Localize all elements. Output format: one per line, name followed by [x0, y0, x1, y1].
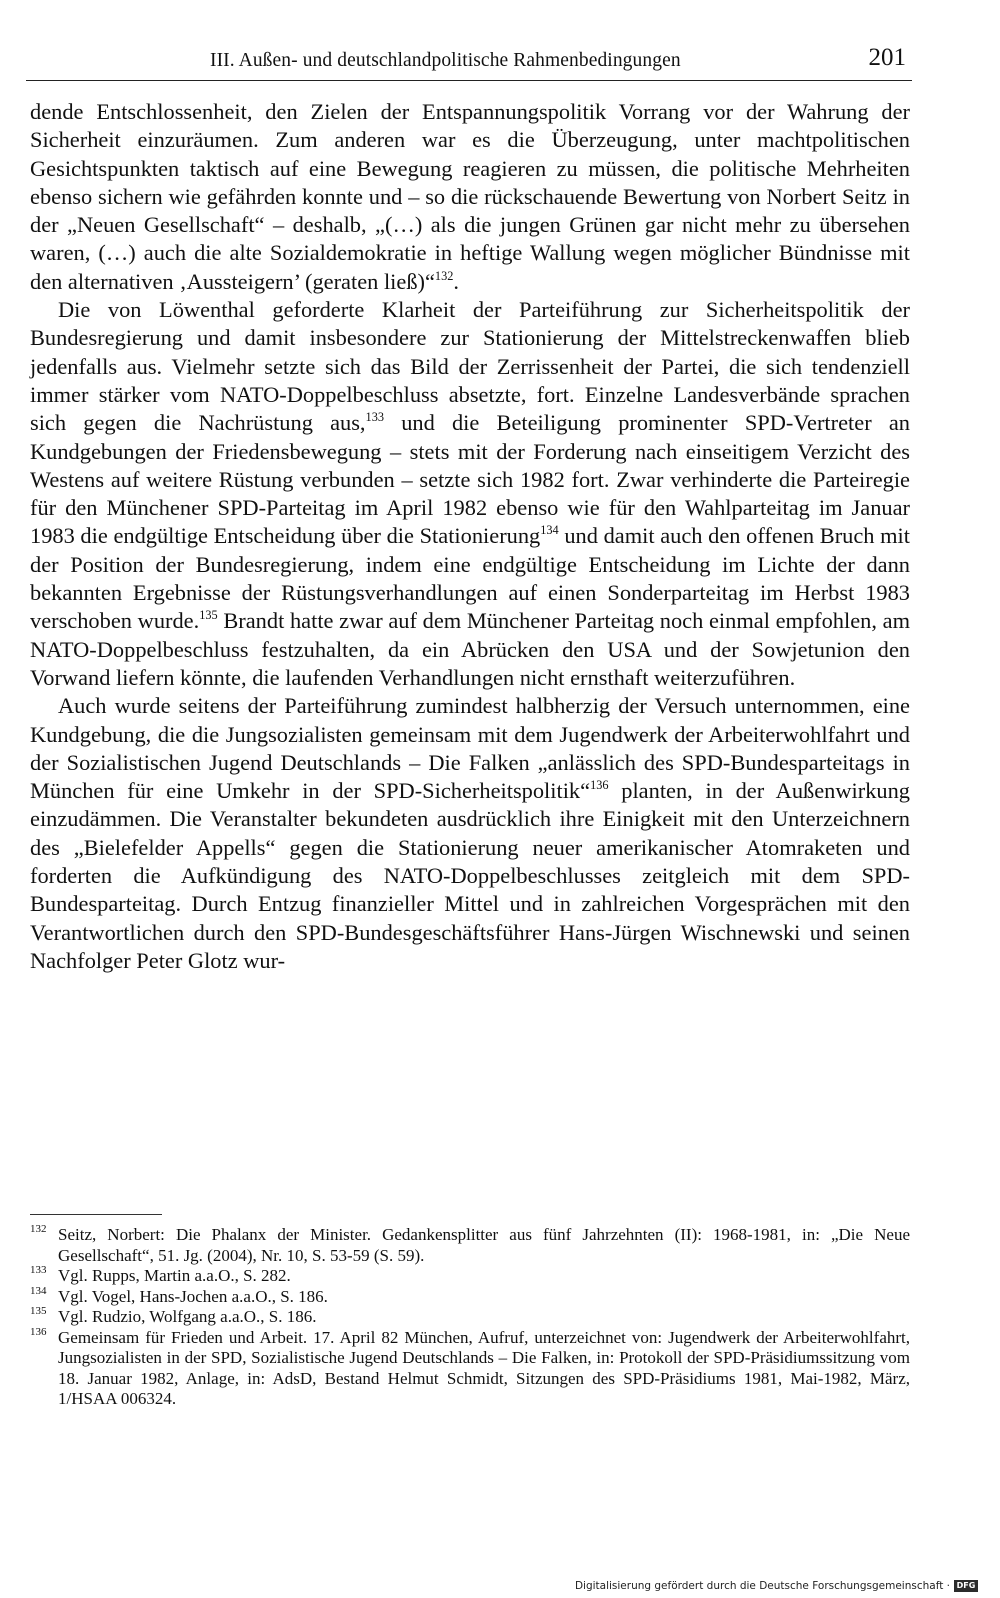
footnote-number: 135 — [30, 1305, 47, 1317]
paragraph-3-text-b: planten, in der Außenwirkung einzudämmen. Die Veranstalter bekundeten ausdrücklich ihre Einigkeit mit den Unterzeichnern des „Bielefelder Appells“ gegen die Stationierung neuer amerikanischer Atomraketen und forderten die Aufkündigung des NATO-Doppelbeschlusses zeitgleich mit dem SPD-Bundesparteitag. Durch Entzug finanzieller Mittel und in zahlreichen Vorgesprächen mit den Verantwortlichen durch den SPD-Bundesgeschäftsführer Hans-Jürgen Wischnewski und seinen Nachfolger Peter Glotz wur- — [30, 778, 911, 973]
credit-text: Digitalisierung gefördert durch die Deutsche Forschungsgemeinschaft · — [574, 1580, 950, 1592]
footnote-133 — [30, 1266, 910, 1287]
paragraph-1 — [30, 98, 910, 296]
footnote-ref-132: 132 — [434, 268, 454, 283]
footnote-text: Gemeinsam für Frieden und Arbeit. 17. April 82 München, Aufruf, unterzeichnet von: Jugendwerk der Arbeiterwohlfahrt, Jungsozialisten in der SPD, Sozialistische Jugend Deutschlands – Die Falken, in: Protokoll der SPD-Präsidiumssitzung vom 18. Januar 1982, Anlage, in: AdsD, Bestand Helmut Schmidt, Sitzungen des SPD-Präsidiums 1981, Mai-1982, März, 1/HSAA 006324. — [58, 1327, 910, 1408]
footnotes — [30, 1225, 910, 1410]
footnote-ref-133: 133 — [365, 410, 384, 425]
paragraph-1-text: dende Entschlossenheit, den Zielen der Entspannungspolitik Vorrang vor der Wahrung der Sicherheit einzuräumen. Zum anderen war es die Überzeugung, unter machtpolitischen Gesichtspunkten taktisch auf eine Bewegung reagieren zu müssen, die politische Mehrheiten ebenso sichern wie gefährden konnte und – so die rückschauende Bewertung von Norbert Seitz in der „Neuen Gesellschaft“ – deshalb, „(…) als die jungen Grünen gar nicht mehr zu übersehen waren, (…) auch die alte Sozialdemokratie in heftige Wallung wegen möglicher Bündnisse mit den alternativen ‚Aussteigern’ (geraten ließ)“ — [30, 99, 910, 294]
paragraph-3 — [30, 692, 910, 975]
page-number: 201 — [868, 44, 906, 71]
footnote-text: Vgl. Rudzio, Wolfgang a.a.O., S. 186. — [58, 1307, 317, 1326]
footnote-ref-134: 134 — [540, 523, 559, 538]
footnote-text: Vgl. Vogel, Hans-Jochen a.a.O., S. 186. — [58, 1286, 328, 1306]
footnote-132 — [30, 1225, 910, 1266]
footnote-number: 136 — [30, 1325, 47, 1338]
digitization-credit — [575, 1580, 978, 1592]
running-title: III. Außen- und deutschlandpolitische Rahmenbedingungen — [210, 50, 681, 71]
footnote-ref-136: 136 — [590, 777, 609, 792]
paragraph-1-end: . — [453, 268, 459, 294]
paragraph-2-text-c: und damit auch den offenen Bruch mit der Position der Bundesregierung, indem eine endgültige Entscheidung im Lichte der dann bekannten Ergebnisse der Rüstungsverhandlungen auf einen Sonderparteitag im Herbst 1983 verschoben wurde. — [30, 523, 910, 634]
running-header — [26, 42, 912, 81]
footnote-text: Seitz, Norbert: Die Phalanx der Minister. Gedankensplitter aus fünf Jahrzehnten (II): 1968-1981, in: „Die Neue Gesellschaft“, 51. Jg. (2004), Nr. 10, S. 53-59 (S. 59). — [58, 1225, 910, 1265]
main-text — [30, 98, 910, 975]
footnote-number: 133 — [30, 1264, 47, 1276]
footnote-number: 134 — [30, 1284, 47, 1297]
footnote-136 — [30, 1325, 910, 1410]
footnote-number: 132 — [30, 1223, 47, 1235]
paragraph-2-text-a: Die von Löwenthal geforderte Klarheit der Parteiführung zur Sicherheitspolitik der Bundesregierung und damit insbesondere zur Stationierung der Mittelstreckenwaffen blieb jedenfalls aus. Vielmehr setzte sich das Bild der Zerrissenheit der Partei, die sich tendenziell immer stärker vom NATO-Doppelbeschluss absetzte, fort. Einzelne Landesverbände sprachen sich gegen die Nachrüstung aus, — [30, 297, 910, 436]
dfg-logo: DFG — [954, 1580, 978, 1592]
footnote-separator — [30, 1214, 162, 1215]
paragraph-2-text-d: Brandt hatte zwar auf dem Münchener Parteitag noch einmal empfohlen, am NATO-Doppelbeschluss festzuhalten, da ein Abrücken den USA und der Sowjetunion den Vorwand liefern könnte, die laufenden Verhandlungen nicht ernsthaft weiterzuführen. — [30, 608, 910, 690]
footnote-135 — [30, 1307, 910, 1328]
footnote-text: Vgl. Rupps, Martin a.a.O., S. 282. — [58, 1266, 291, 1285]
paragraph-2-text-b: und die Beteiligung prominenter SPD-Vertreter an Kundgebungen der Friedensbewegung – stets mit der Forderung nach einseitigem Verzicht des Westens auf weitere Rüstung verbunden – setzte sich 1982 fort. Zwar verhinderte die Parteiregie für den Münchener SPD-Parteitag im April 1982 ebenso wie für den Wahlparteitag im Januar 1983 die endgültige Entscheidung über die Stationierung — [30, 410, 910, 549]
paragraph-2 — [30, 296, 910, 692]
footnote-134 — [30, 1284, 910, 1308]
footnote-ref-135: 135 — [199, 608, 218, 623]
paragraph-3-text-a: Auch wurde seitens der Parteiführung zumindest halbherzig der Versuch unternommen, eine Kundgebung, die die Jungsozialisten gemeinsam mit dem Jugendwerk der Arbeiterwohlfahrt und der Sozialistischen Jugend Deutschlands – Die Falken „anlässlich des SPD-Bundesparteitags in München für eine Umkehr in der SPD-Sicherheitspolitik“ — [30, 693, 910, 804]
